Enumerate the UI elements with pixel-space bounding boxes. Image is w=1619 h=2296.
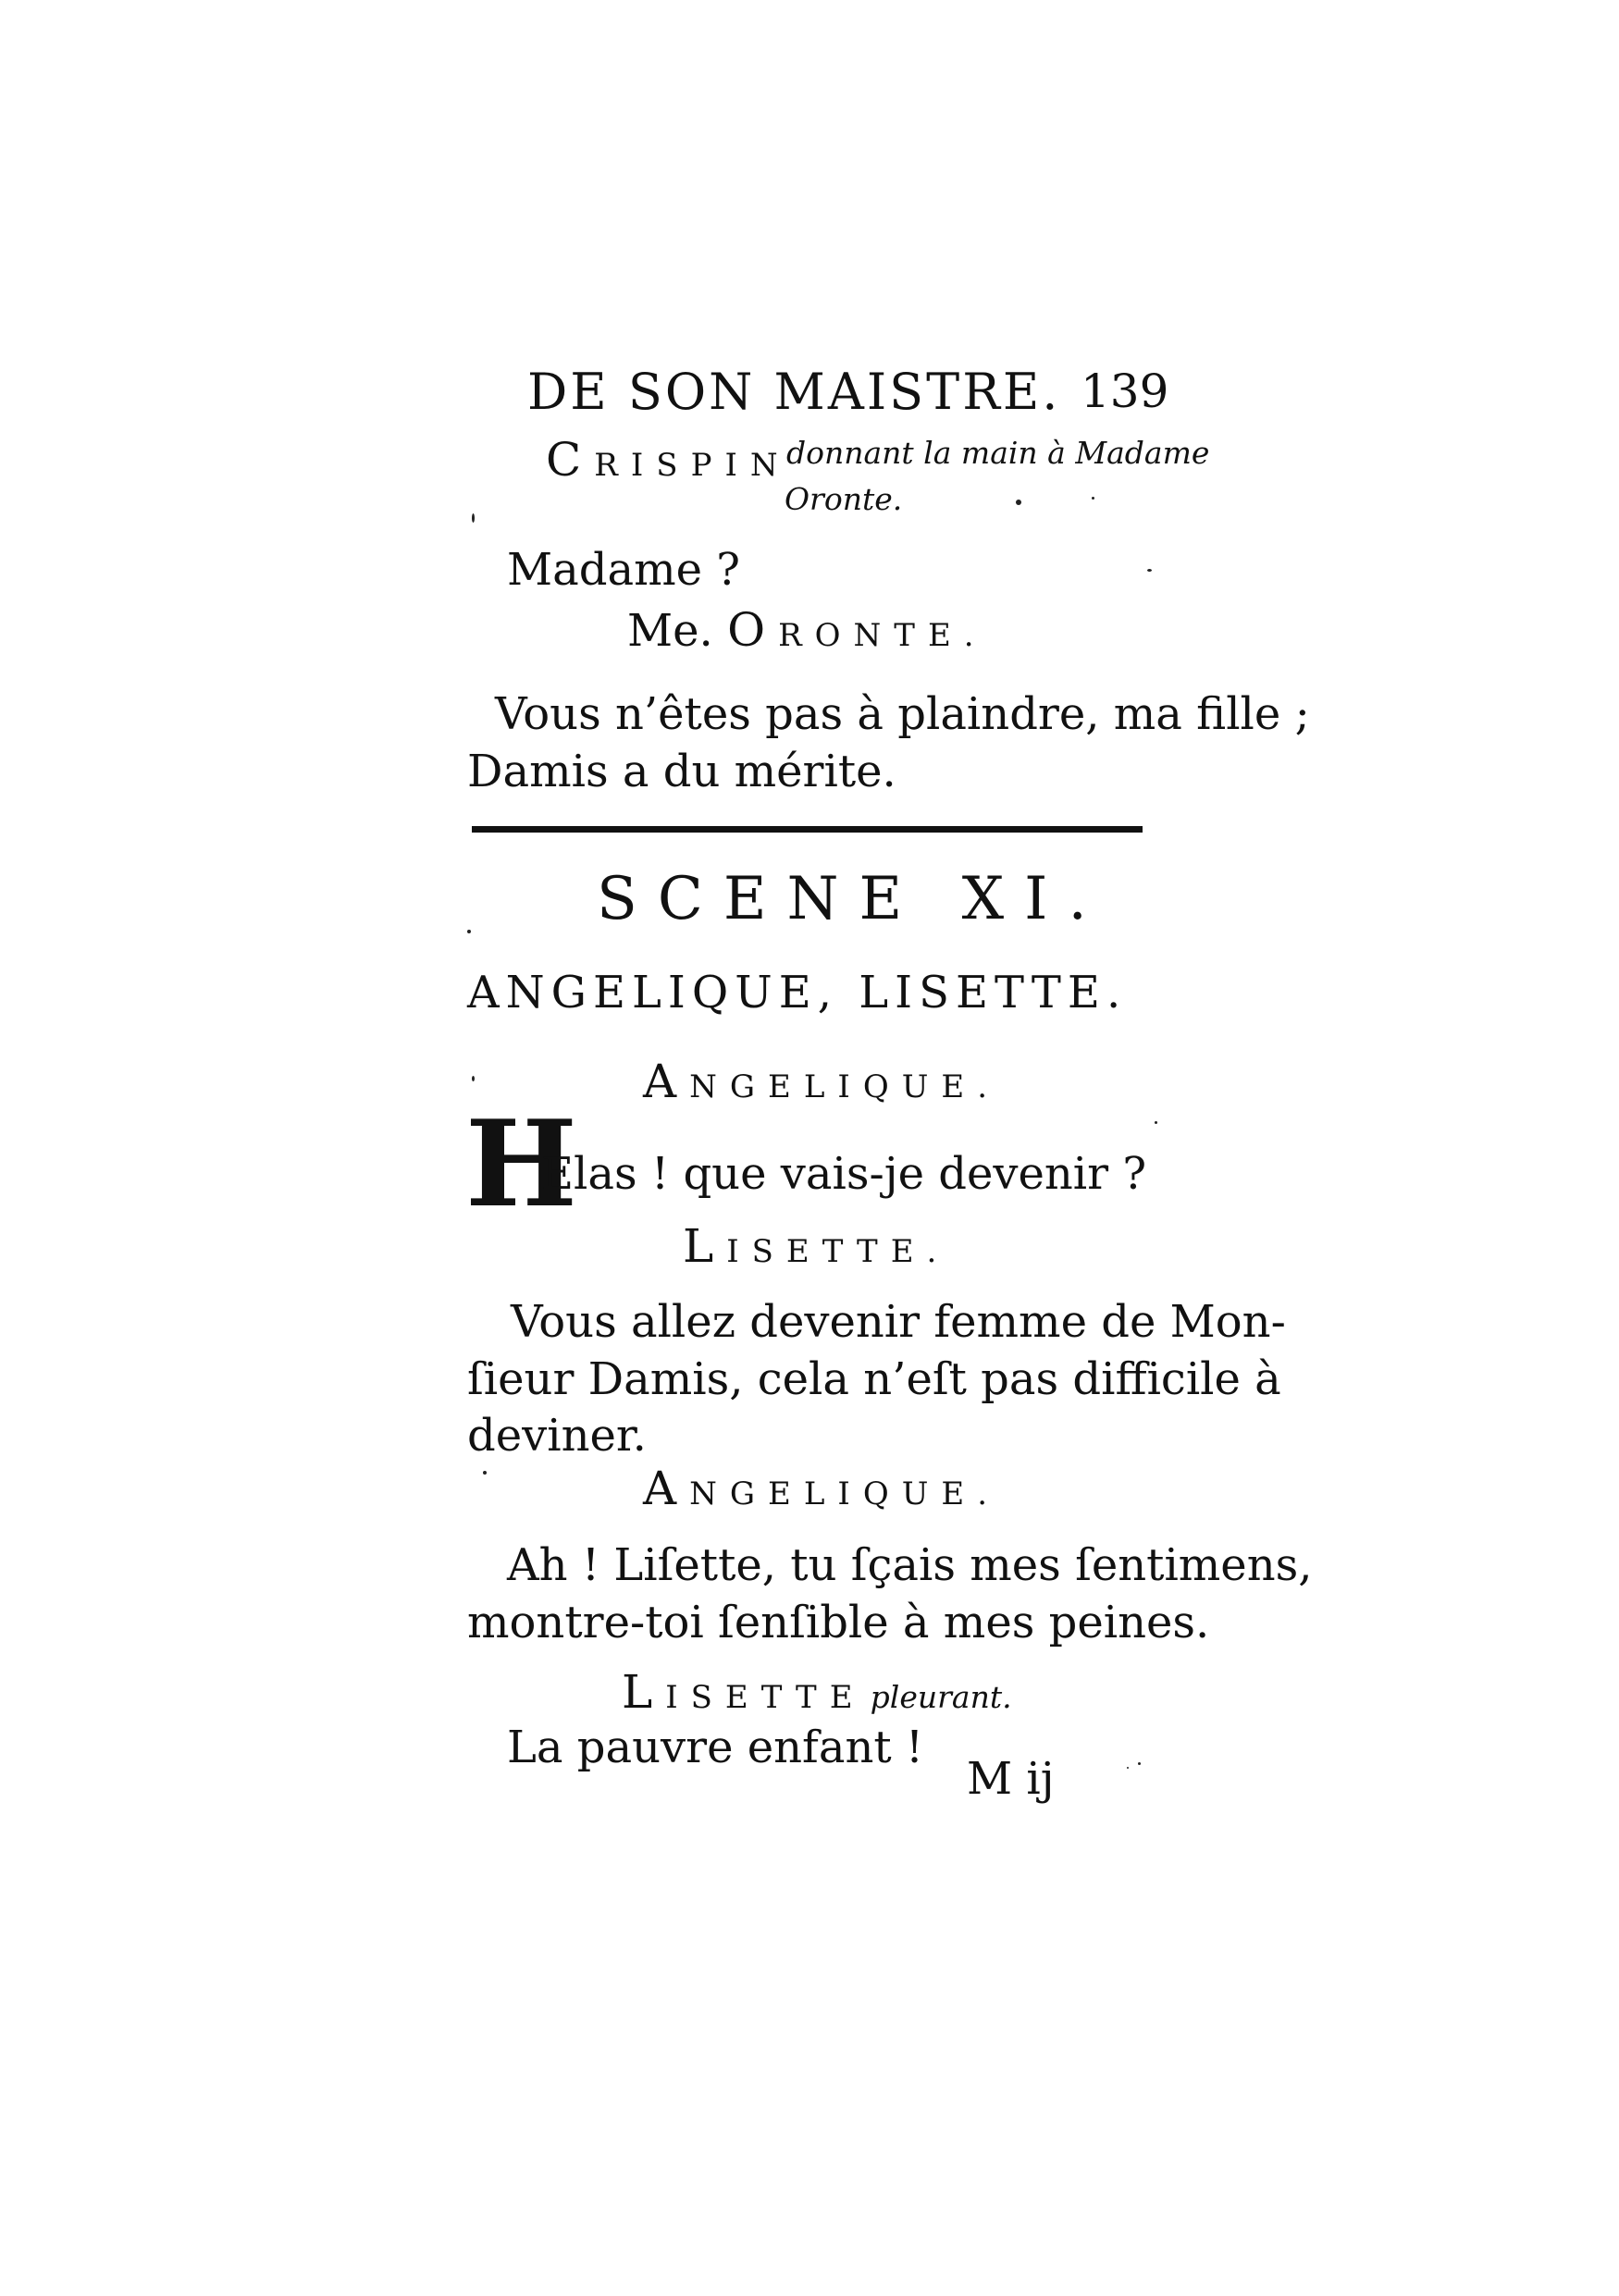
speaker-rest: RONTE. <box>778 617 987 654</box>
speaker-rest: RISPIN <box>594 447 791 484</box>
print-speck <box>472 513 475 523</box>
print-speck <box>1147 569 1152 572</box>
speaker-rest: NGELIQUE. <box>689 1475 1001 1512</box>
scene-title: SCENE XI. <box>597 865 1107 933</box>
speaker-initial: L <box>683 1219 727 1273</box>
speaker-initial: O <box>727 603 779 657</box>
speaker-initial: A <box>643 1462 690 1515</box>
print-speck <box>1092 497 1094 500</box>
print-speck <box>1127 1767 1129 1769</box>
dialogue-line: Vous n’êtes pas à plaindre, ma fille ; <box>495 688 1310 740</box>
speaker-lisette <box>683 1219 949 1273</box>
dialogue-line: Ah ! Liſette, tu ſçais mes ſentimens, <box>507 1539 1313 1591</box>
speaker-rest: NGELIQUE. <box>689 1068 1001 1105</box>
stage-direction-cont: Oronte. <box>785 481 903 517</box>
dialogue-line: ſieur Damis, cela n’eſt pas difficile à <box>467 1353 1281 1405</box>
speaker-initial: C <box>546 433 595 487</box>
print-speck <box>472 1076 475 1081</box>
print-speck <box>483 1471 487 1475</box>
catchword: M ij <box>967 1753 1055 1805</box>
stage-direction: pleurant. <box>870 1679 1012 1715</box>
speaker-initial: L <box>622 1665 666 1719</box>
dialogue-line: Damis a du mérite. <box>467 746 896 797</box>
speaker-rest: ISETTE <box>665 1679 866 1716</box>
print-speck <box>1155 1121 1157 1124</box>
speaker-lisette <box>622 1665 1012 1719</box>
scene-divider <box>472 826 1143 833</box>
speaker-rest: ISETTE. <box>726 1233 950 1270</box>
dialogue-line: deviner. <box>467 1410 647 1462</box>
page-number: 139 <box>1081 364 1169 418</box>
dialogue-line: Madame ? <box>507 544 741 596</box>
print-speck <box>1138 1762 1141 1765</box>
dialogue-line: montre-toi ſenſible à mes peines. <box>467 1597 1210 1648</box>
speaker-crispin <box>546 433 791 487</box>
running-title: DE SON MAISTRE. <box>527 363 1061 421</box>
dialogue-line: La pauvre enfant ! <box>507 1722 924 1773</box>
speaker-oronte <box>627 603 987 657</box>
drop-cap: H <box>465 1095 577 1234</box>
speaker-angelique <box>643 1462 1000 1515</box>
stage-direction: donnant la main à Madame <box>786 435 1210 471</box>
speaker-prefix: Me. <box>627 605 713 657</box>
speaker-angelique <box>643 1055 1000 1108</box>
speaker-initial: A <box>643 1055 690 1108</box>
print-speck <box>1016 500 1021 505</box>
dialogue-line: Elas ! que vais-je devenir ? <box>541 1148 1147 1200</box>
print-speck <box>467 930 471 933</box>
dialogue-line: Vous allez devenir femme de Mon- <box>511 1296 1286 1348</box>
scene-cast: ANGELIQUE, LISETTE. <box>467 967 1128 1018</box>
